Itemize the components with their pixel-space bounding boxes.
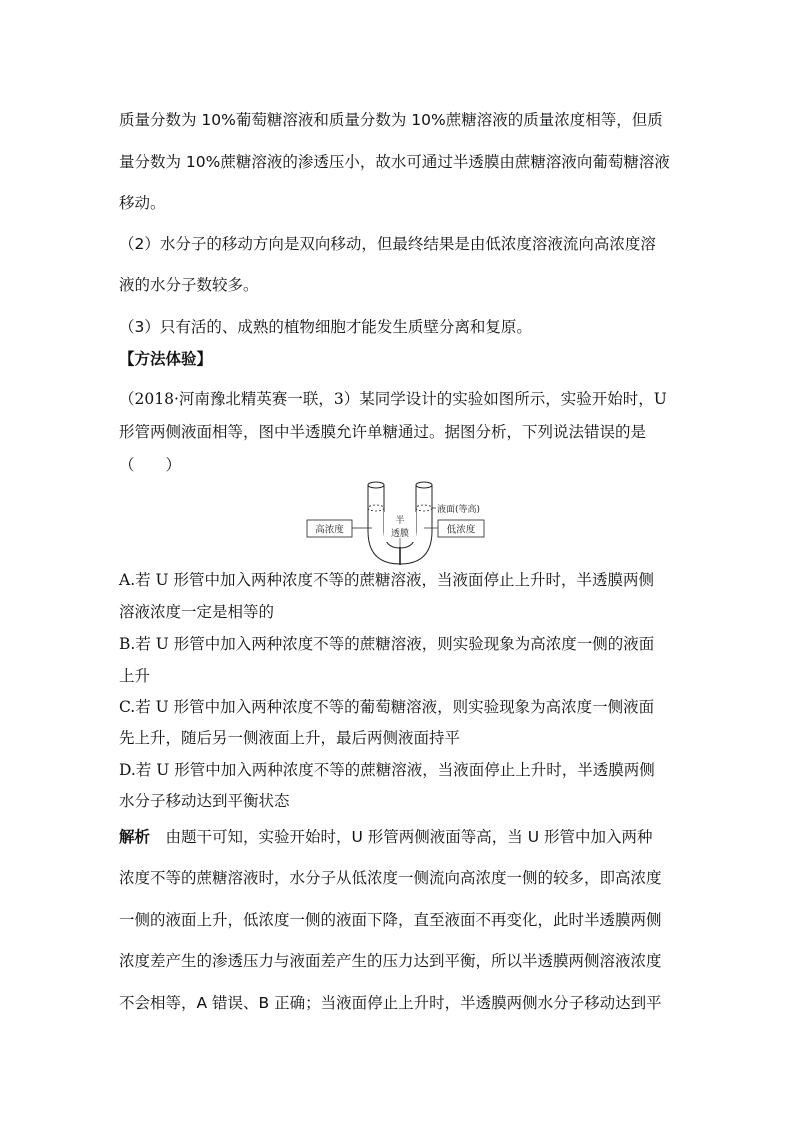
section-heading: 【方法体验】 <box>119 350 213 368</box>
level-label: 液面(等高) <box>437 505 481 515</box>
text-line: 由题干可知，实验开始时，U 形管两侧液面等高，当 U 形管中加入两种 <box>165 828 653 846</box>
membrane-label-1: 半 <box>395 516 405 526</box>
text-line: （2）水分子的移动方向是双向移动，但最终结果是由低浓度溶液流向高浓度溶 <box>119 235 656 253</box>
text-line: 量分数为 10%蔗糖溶液的渗透压小，故水可通过半透膜由蔗糖溶液向葡萄糖溶液 <box>119 153 670 171</box>
analysis-label: 解析 <box>119 828 151 846</box>
option-line: D.若 U 形管中加入两种浓度不等的蔗糖溶液，当液面停止上升时，半透膜两侧 <box>119 761 655 779</box>
membrane-label-2: 透膜 <box>390 529 410 539</box>
option-line: 先上升，随后另一侧液面上升，最后两侧液面持平 <box>119 729 461 747</box>
text-line: （ ） <box>119 456 182 474</box>
text-line: 形管两侧液面相等，图中半透膜允许单糖通过。据图分析，下列说法错误的是 <box>119 423 647 441</box>
text-line: 移动。 <box>119 194 166 212</box>
text-line: 不会相等，A 错误、B 正确；当液面停止上升时，半透膜两侧水分子移动达到平 <box>119 994 662 1012</box>
right-label: 低浓度 <box>446 524 476 536</box>
text-line: 浓度差产生的渗透压力与液面差产生的压力达到平衡，所以半透膜两侧溶液浓度 <box>119 952 662 970</box>
left-label: 高浓度 <box>315 524 344 536</box>
option-line: C.若 U 形管中加入两种浓度不等的葡萄糖溶液，则实验现象为高浓度一侧液面 <box>119 698 655 716</box>
option-line: 上升 <box>119 667 151 685</box>
analysis-first-line <box>119 827 689 847</box>
text-line: 一侧的液面上升，低浓度一侧的液面下降，直至液面不再变化，此时半透膜两侧 <box>119 911 662 929</box>
option-line: 水分子移动达到平衡状态 <box>119 792 290 810</box>
text-line: 液的水分子数较多。 <box>119 276 259 294</box>
option-line: 溶液浓度一定是相等的 <box>119 603 275 621</box>
text-line: 质量分数为 10%葡萄糖溶液和质量分数为 10%蔗糖溶液的质量浓度相等，但质 <box>119 111 663 129</box>
u-tube-diagram <box>300 476 500 568</box>
text-line: 浓度不等的蔗糖溶液时，水分子从低浓度一侧流向高浓度一侧的较多，即高浓度 <box>119 869 662 887</box>
text-line: （2018·河南豫北精英赛一联，3）某同学设计的实验如图所示，实验开始时，U <box>119 390 667 408</box>
text-line: （3）只有活的、成熟的植物细胞才能发生质壁分离和复原。 <box>119 318 532 336</box>
option-line: A.若 U 形管中加入两种浓度不等的蔗糖溶液，当液面停止上升时，半透膜两侧 <box>119 571 655 589</box>
option-line: B.若 U 形管中加入两种浓度不等的蔗糖溶液，则实验现象为高浓度一侧的液面 <box>119 635 655 653</box>
